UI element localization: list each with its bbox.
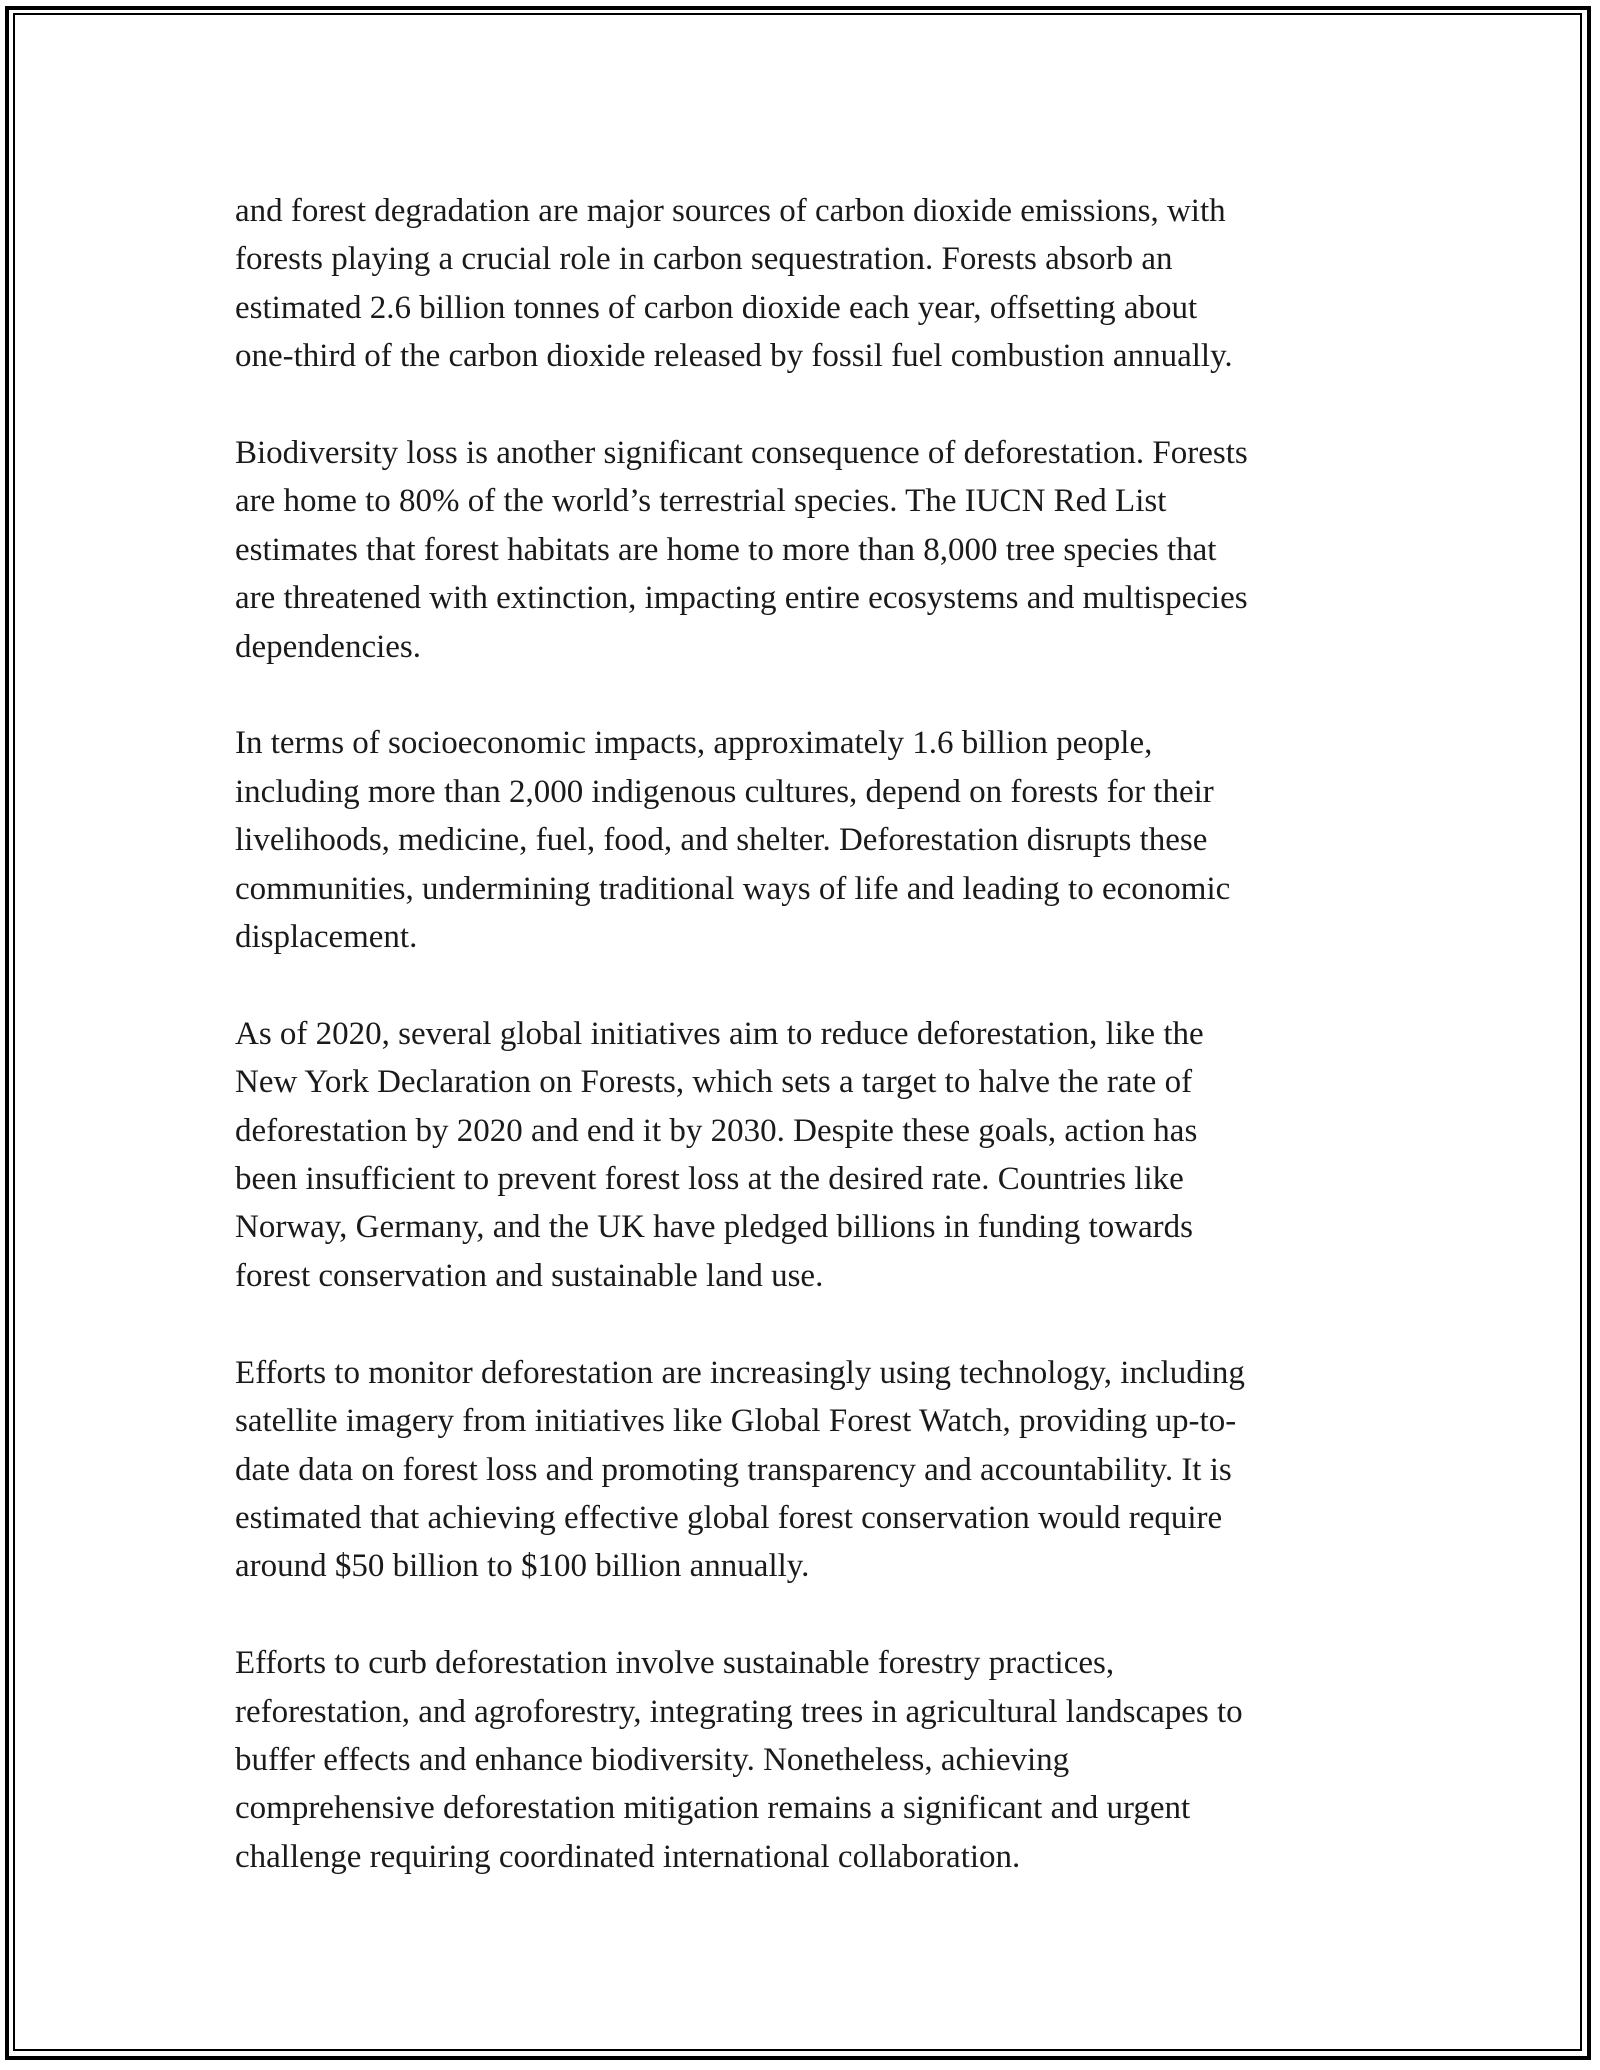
text-line: Norway, Germany, and the UK have pledged billions in funding towards [235, 1209, 1193, 1246]
paragraph-biodiversity [235, 429, 1375, 671]
paragraph-carbon-emissions [235, 187, 1375, 381]
text-line: displacement. [235, 919, 418, 956]
text-line: satellite imagery from initiatives like Global Forest Watch, providing up-to- [235, 1403, 1237, 1440]
text-line: Efforts to curb deforestation involve sustainable forestry practices, [235, 1645, 1115, 1682]
text-line: one-third of the carbon dioxide released by fossil fuel combustion annually. [235, 338, 1233, 375]
text-line: date data on forest loss and promoting transparency and accountability. It is [235, 1451, 1232, 1488]
text-line: In terms of socioeconomic impacts, approximately 1.6 billion people, [235, 725, 1153, 762]
text-line: dependencies. [235, 628, 421, 665]
text-line: and forest degradation are major sources of carbon dioxide emissions, with [235, 193, 1226, 229]
text-line: estimated that achieving effective global forest conservation would require [235, 1499, 1223, 1536]
text-line: comprehensive deforestation mitigation remains a significant and urgent [235, 1790, 1191, 1827]
paragraph-socioeconomic [235, 719, 1375, 961]
text-line: are home to 80% of the world’s terrestrial species. The IUCN Red List [235, 483, 1167, 520]
text-line: estimates that forest habitats are home to more than 8,000 tree species that [235, 531, 1217, 568]
text-line: are threatened with extinction, impacting entire ecosystems and multispecies [235, 580, 1248, 617]
text-line: been insufficient to prevent forest loss at the desired rate. Countries like [235, 1161, 1184, 1198]
text-line: forests playing a crucial role in carbon sequestration. Forests absorb an [235, 241, 1173, 278]
paragraph-mitigation [235, 1639, 1375, 1881]
text-line: around $50 billion to $100 billion annually. [235, 1548, 810, 1585]
text-line: Efforts to monitor deforestation are increasingly using technology, including [235, 1354, 1245, 1391]
text-line: reforestation, and agroforestry, integrating trees in agricultural landscapes to [235, 1693, 1243, 1730]
text-line: deforestation by 2020 and end it by 2030. Despite these goals, action has [235, 1112, 1198, 1149]
text-line: challenge requiring coordinated international collaboration. [235, 1838, 1021, 1875]
paragraph-global-initiatives [235, 1010, 1375, 1300]
text-line: buffer effects and enhance biodiversity. Nonetheless, achieving [235, 1741, 1070, 1778]
text-line: Biodiversity loss is another significant consequence of deforestation. Forests [235, 435, 1248, 472]
text-line: communities, undermining traditional ways of life and leading to economic [235, 870, 1231, 907]
text-line: including more than 2,000 indigenous cultures, depend on forests for their [235, 773, 1214, 810]
document-body [235, 187, 1375, 1930]
text-line: livelihoods, medicine, fuel, food, and shelter. Deforestation disrupts these [235, 822, 1208, 859]
text-line: As of 2020, several global initiatives aim to reduce deforestation, like the [235, 1015, 1204, 1052]
text-line: New York Declaration on Forests, which sets a target to halve the rate of [235, 1064, 1193, 1101]
paragraph-monitoring [235, 1349, 1375, 1591]
text-line: forest conservation and sustainable land use. [235, 1257, 824, 1294]
text-line: estimated 2.6 billion tonnes of carbon dioxide each year, offsetting about [235, 289, 1198, 326]
